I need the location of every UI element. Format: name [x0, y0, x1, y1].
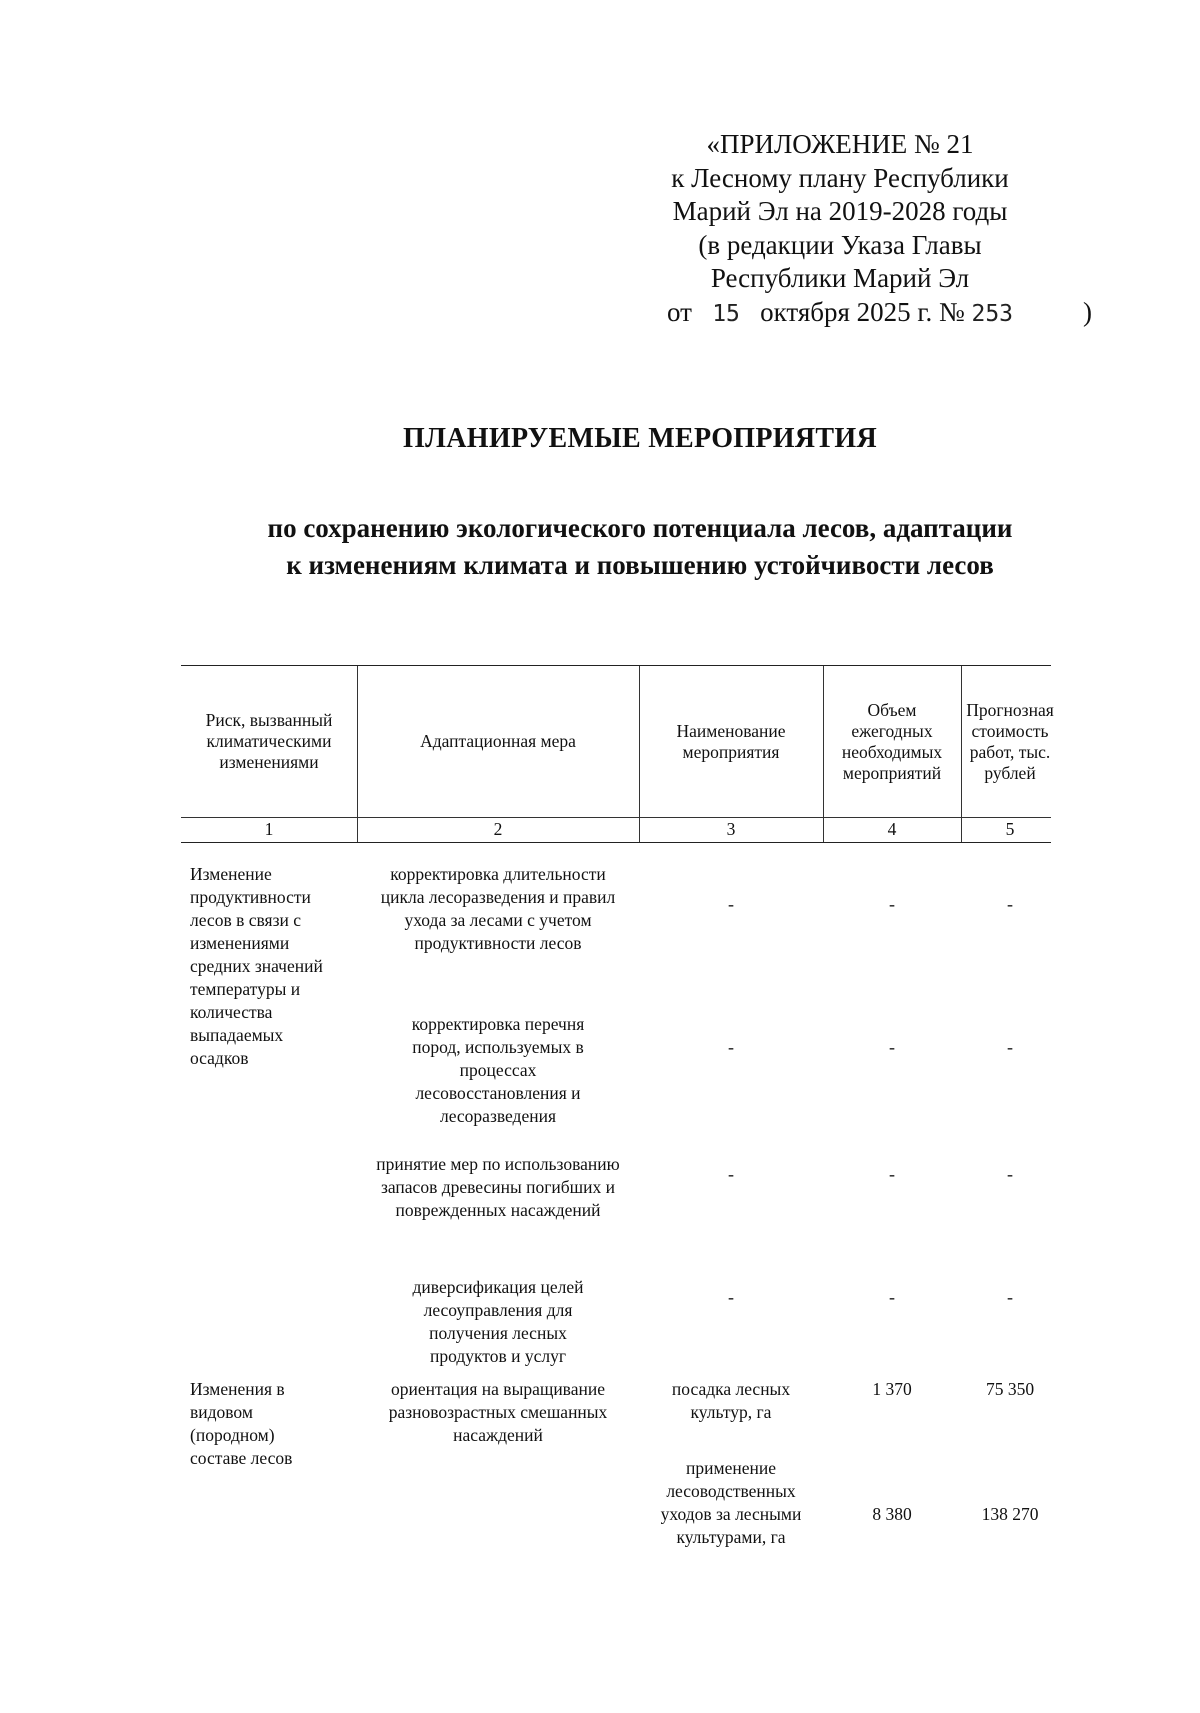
appendix-line-3: Марий Эл на 2019-2028 годы: [672, 196, 1008, 226]
cost-care: 138 270: [981, 1504, 1039, 1524]
header-measure: Адаптационная мера: [420, 731, 576, 751]
volume-planting: 1 370: [872, 1379, 912, 1399]
volume-dash: -: [889, 1164, 895, 1184]
volume-dash: -: [889, 894, 895, 914]
header-volume: Объем ежегодных необходимых мероприятий: [841, 699, 943, 783]
column-number-4: 4: [887, 819, 897, 839]
measure-dead-wood: принятие мер по использованию запасов древесины погибших и поврежденных насаждений: [376, 1154, 620, 1220]
table-header-row: [181, 665, 1054, 817]
activity-care: применение лесоводственных уходов за лесными культурами, га: [660, 1458, 802, 1547]
volume-dash: -: [889, 1037, 895, 1057]
header-cost: Прогнозная стоимость работ, тыс. рублей: [966, 699, 1054, 783]
date-month-year: октября 2025 г. №: [760, 296, 965, 327]
cost-dash: -: [1007, 1287, 1013, 1307]
column-numbers-row: [181, 817, 1051, 843]
doc-number: 253: [971, 300, 1014, 327]
activity-planting: посадка лесных культур, га: [671, 1379, 791, 1422]
measure-diversification: диверсификация целей лесоуправления для получения лесных продуктов и услуг: [412, 1277, 584, 1366]
subtitle-line-1: по сохранению экологического потенциала лесов, адаптации: [267, 513, 1013, 543]
activity-dash: -: [728, 1287, 734, 1307]
date-prefix: от: [666, 296, 692, 327]
measure-species-list: корректировка перечня пород, используемых в процессах лесовосстановления и лесоразведения: [411, 1014, 585, 1126]
measure-cycle-correction: корректировка длительности цикла лесоразведения и правил ухода за лесами с учетом продуктивности лесов: [380, 864, 616, 953]
activity-dash: -: [728, 1164, 734, 1184]
cost-dash: -: [1007, 894, 1013, 914]
column-number-3: 3: [726, 819, 736, 839]
activity-dash: -: [728, 1037, 734, 1057]
risk-productivity: Изменение продуктивности лесов в связи с изменениями средних значений температуры и количества выпадаемых осадков: [190, 864, 323, 1068]
header-risk: Риск, вызванный климатическими изменениями: [205, 710, 333, 772]
closing-paren: ): [1083, 296, 1092, 327]
subtitle-line-2: к изменениям климата и повышению устойчивости лесов: [286, 550, 994, 580]
cost-dash: -: [1007, 1037, 1013, 1057]
measures-table: [181, 665, 1054, 1713]
appendix-line-1: «ПРИЛОЖЕНИЕ № 21: [706, 129, 974, 159]
column-number-2: 2: [493, 819, 503, 839]
cost-planting: 75 350: [985, 1379, 1035, 1399]
risk-species-composition: Изменения в видовом (породном) составе лесов: [190, 1379, 293, 1468]
appendix-line-2: к Лесному плану Республики: [671, 162, 1009, 193]
appendix-line-4: (в редакции Указа Главы: [698, 229, 982, 260]
cost-dash: -: [1007, 1164, 1013, 1184]
appendix-date-line: [630, 296, 1092, 332]
volume-care: 8 380: [872, 1504, 912, 1524]
appendix-line-5: Республики Марий Эл: [710, 263, 970, 293]
activity-dash: -: [728, 894, 734, 914]
column-number-5: 5: [1005, 819, 1015, 839]
volume-dash: -: [889, 1287, 895, 1307]
date-day: 15: [712, 300, 740, 327]
header-activity: Наименование мероприятия: [676, 720, 786, 762]
column-number-1: 1: [264, 819, 274, 839]
table-body: [181, 843, 1051, 1713]
document-title: ПЛАНИРУЕМЫЕ МЕРОПРИЯТИЯ: [403, 423, 877, 454]
appendix-header: [630, 128, 1092, 331]
measure-mixed-stands: ориентация на выращивание разновозрастных смешанных насаждений: [388, 1379, 608, 1445]
document-subtitle: [0, 510, 1200, 584]
